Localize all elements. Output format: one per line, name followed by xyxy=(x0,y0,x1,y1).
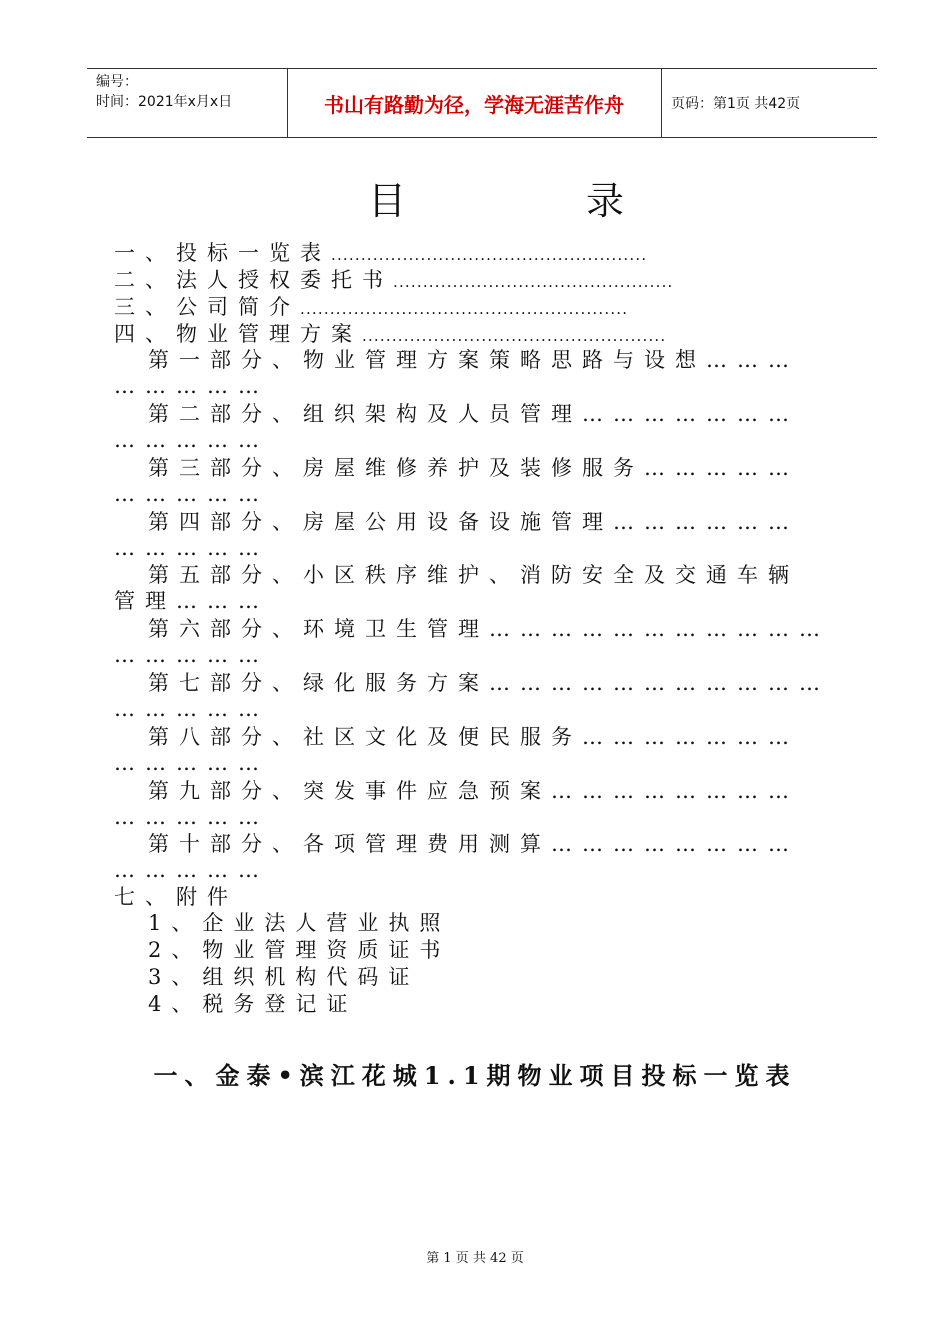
section-heading: 一、金泰•滨江花城1.1期物业项目投标一览表 xyxy=(153,1061,797,1090)
toc-part-line[interactable]: 第七部分、绿化服务方案…………………………… xyxy=(148,671,830,695)
toc-item[interactable]: 三、公司简介....................................................... xyxy=(114,295,629,319)
toc-title-right: 录 xyxy=(586,179,625,223)
toc-part-line[interactable]: 第四部分、房屋公用设备设施管理……………… xyxy=(148,510,799,534)
toc-part-line: …………… xyxy=(114,805,269,829)
toc-part-line: …………… xyxy=(114,751,269,775)
toc-appendix-title[interactable]: 七、附件 xyxy=(114,885,238,909)
toc-part-line: …………… xyxy=(114,858,269,882)
toc-part-line: …………… xyxy=(114,374,269,398)
toc-part-line: 管理……… xyxy=(114,589,269,613)
time-label: 时间：2021年x月x日 xyxy=(96,94,233,110)
toc-appendix-item[interactable]: 1、企业法人营业执照 xyxy=(148,911,451,935)
header-motto: 书山有路勤为径，学海无涯苦作舟 xyxy=(324,92,624,117)
page-footer: 第 1 页 共 42 页 xyxy=(426,1251,524,1266)
toc-part-line[interactable]: 第三部分、房屋维修养护及装修服务…………… xyxy=(148,456,799,480)
toc-part-line[interactable]: 第八部分、社区文化及便民服务………………… xyxy=(148,725,799,749)
toc-appendix-item[interactable]: 4、税务登记证 xyxy=(148,992,358,1016)
toc-part-line[interactable]: 第六部分、环境卫生管理…………………………… xyxy=(148,617,830,641)
toc-part-line[interactable]: 第二部分、组织架构及人员管理………………… xyxy=(148,402,799,426)
toc-part-line[interactable]: 第五部分、小区秩序维护、消防安全及交通车辆 xyxy=(148,563,799,587)
document-header xyxy=(87,68,877,138)
toc-part-line: …………… xyxy=(114,643,269,667)
toc-part-line[interactable]: 第九部分、突发事件应急预案…………………… xyxy=(148,779,799,803)
toc-title-left: 目 xyxy=(368,179,407,223)
toc-part-line: …………… xyxy=(114,697,269,721)
header-meta xyxy=(87,69,287,137)
toc-part-line: …………… xyxy=(114,536,269,560)
toc-appendix-item[interactable]: 3、组织机构代码证 xyxy=(148,965,420,989)
toc-part-line: …………… xyxy=(114,482,269,506)
toc-part-line[interactable]: 第十部分、各项管理费用测算…………………… xyxy=(148,832,799,856)
toc-appendix-item[interactable]: 2、物业管理资质证书 xyxy=(148,938,451,962)
toc-item[interactable]: 四、物业管理方案................................................... xyxy=(114,322,667,346)
toc-part-line[interactable]: 第一部分、物业管理方案策略思路与设想……… xyxy=(148,348,799,372)
header-page-number: 页码：第1页 共42页 xyxy=(671,96,801,112)
number-label: 编号： xyxy=(96,74,138,90)
toc-item[interactable]: 二、法人授权委托书............................................... xyxy=(114,268,674,292)
header-divider xyxy=(661,69,662,137)
toc-part-line: …………… xyxy=(114,428,269,452)
toc-title xyxy=(0,170,950,223)
toc-item[interactable]: 一、投标一览表..................................................... xyxy=(114,241,648,265)
